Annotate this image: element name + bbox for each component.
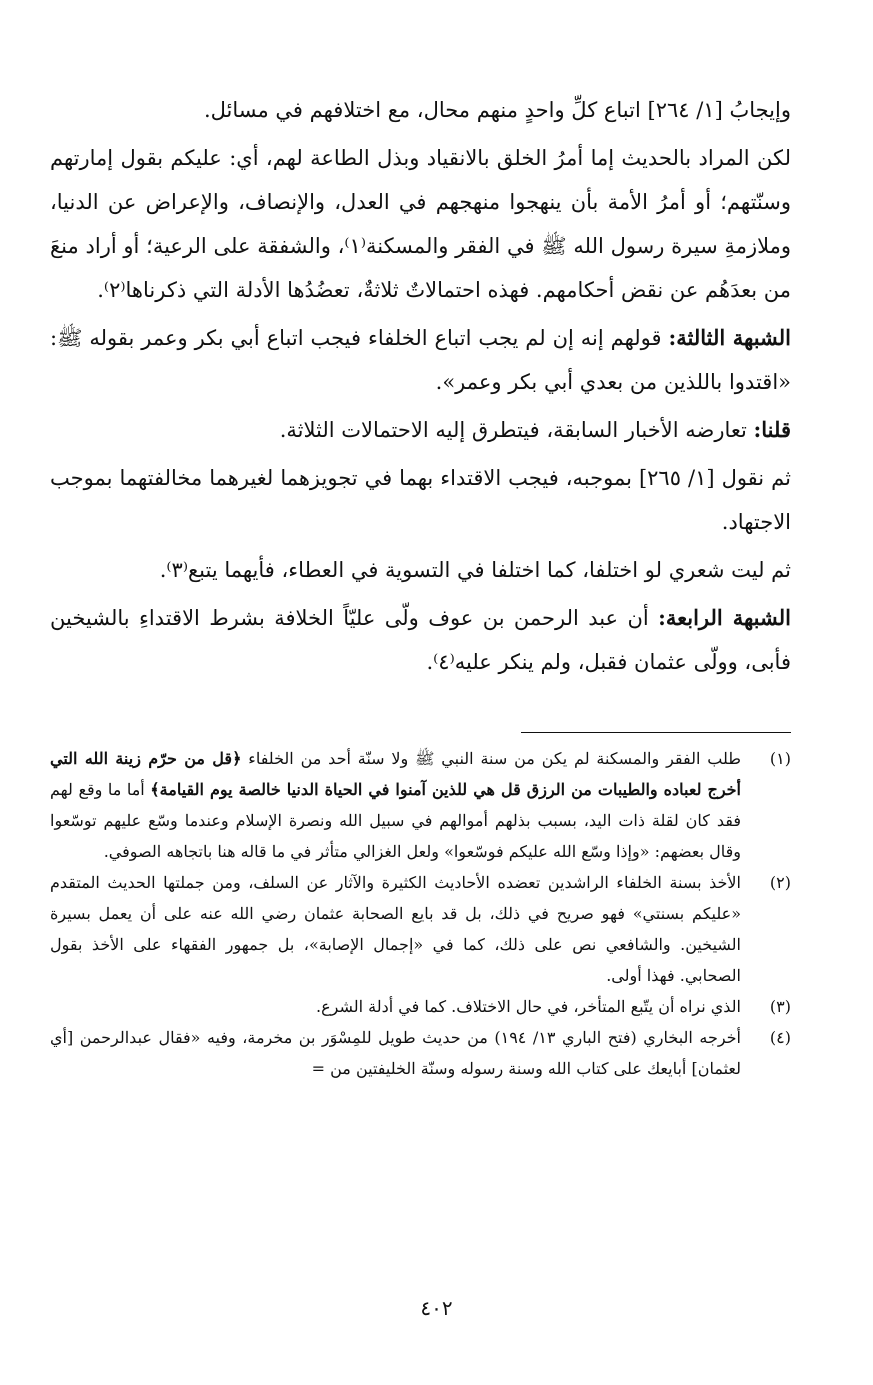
footnote-number: (٢) [769,873,791,892]
paragraph-term: قلنا: [753,417,791,442]
paragraph-term: الشبهة الرابعة: [658,605,791,630]
footnote-3 [50,991,791,1022]
footnote-text: طلب الفقر والمسكنة لم يكن من سنة النبي ﷺ ولا سنّة أحد من الخلفاء ﴿قل من حرّم زينة الله التي أخرج لعباده والطيبات من الرزق قل هي للذين آمنوا في الحياة الدنيا خالصة يوم القيامة﴾ أما ما وقع لهم فقد كان لقلة ذات اليد، بسبب بذلهم أموالهم في سبيل الله ونصرة الإسلام وعندما وسّع عليهم توسّعوا وقال بعضهم: «وإذا وسّع الله عليكم فوسّعوا» ولعل الغزالي متأثر في ما قاله هنا باتجاهه الصوفي. [50,749,742,861]
footnote-2 [50,867,791,991]
main-text [50,88,791,684]
paragraph-3: الشبهة الثالثة: قولهم إنه إن لم يجب اتباع الخلفاء فيجب اتباع أبي بكر وعمر بقوله ﷺ: «اقتدوا باللذين من بعدي أبي بكر وعمر». [50,325,791,394]
footnote-number: (١) [769,749,791,768]
page-number: ٤٠٢ [420,1296,453,1320]
footnote-number: (٣) [769,997,791,1016]
footnote-number: (٤) [769,1028,791,1047]
footnote-1 [50,743,791,867]
footnote-4 [50,1022,791,1084]
quran-quote: ﴿قل من حرّم زينة الله التي أخرج لعباده والطيبات من الرزق قل هي للذين آمنوا في الحياة الدنيا خالصة يوم القيامة﴾ [50,749,742,799]
footnote-text: الذي نراه أن يتّبع المتأخر، في حال الاختلاف. كما في أدلة الشرع. [316,997,741,1016]
paragraph-7: الشبهة الرابعة: أن عبد الرحمن بن عوف ولّى عليّاً الخلافة بشرط الاقتداءِ بالشيخين فأبى، وولّى عثمان فقبل، ولم ينكر عليه⁽٤⁾. [50,605,791,674]
paragraph-term: الشبهة الثالثة: [668,325,791,350]
footnote-text: أخرجه البخاري (فتح الباري ١٣/ ١٩٤) من حديث طويل للمِسْوَر بن مخرمة، وفيه «فقال عبدالرحمن [أي لعثمان] أبايعك على كتاب الله وسنة رسوله وسنّة الخليفتين من = [50,1028,742,1078]
footnotes [50,743,791,1084]
footnote-divider [521,732,791,733]
paragraph-1: وإيجابُ [١/ ٢٦٤] اتباع كلِّ واحدٍ منهم محال، مع اختلافهم في مسائل. [203,98,791,122]
paragraph-4: قلنا: تعارضه الأخبار السابقة، فيتطرق إليه الاحتمالات الثلاثة. [279,417,791,442]
footnote-text: الأخذ بسنة الخلفاء الراشدين تعضده الأحاديث الكثيرة والآثار عن السلف، ومن جملتها الحديث المتقدم «عليكم بسنتي» فهو صريح في ذلك، بل قد بايع الصحابة عثمان رضي الله عنه على أن يعمل بسيرة الشيخين. والشافعي نص على ذلك، كما في «إجمال الإصابة»، بل جمهور الفقهاء على الأخذ بقول الصحابي. فهذا أولى. [50,873,742,985]
paragraph-2: لكن المراد بالحديث إما أمرُ الخلق بالانقياد وبذل الطاعة لهم، أي: عليكم بقول إمارتهم وسنّتهم؛ أو أمرُ الأمة بأن ينهجوا منهجهم في العدل، والإنصاف، والإعراض عن الدنيا، وملازمةِ سيرة رسول الله ﷺ في الفقر والمسكنة⁽١⁾، والشفقة على الرعية؛ أو أراد منعَ من بعدَهُم عن نقض أحكامهم. فهذه احتمالاتٌ ثلاثةٌ، تعضُدُها الأدلة التي ذكرناها⁽٢⁾. [50,146,792,302]
paragraph-6: ثم ليت شعري لو اختلفا، كما اختلفا في التسوية في العطاء، فأيهما يتبع⁽٣⁾. [159,558,791,582]
paragraph-5: ثم نقول [١/ ٢٦٥] بموجبه، فيجب الاقتداء بهما في تجويزهما لغيرهما مخالفتهما بموجب الاجتهاد. [50,466,791,534]
